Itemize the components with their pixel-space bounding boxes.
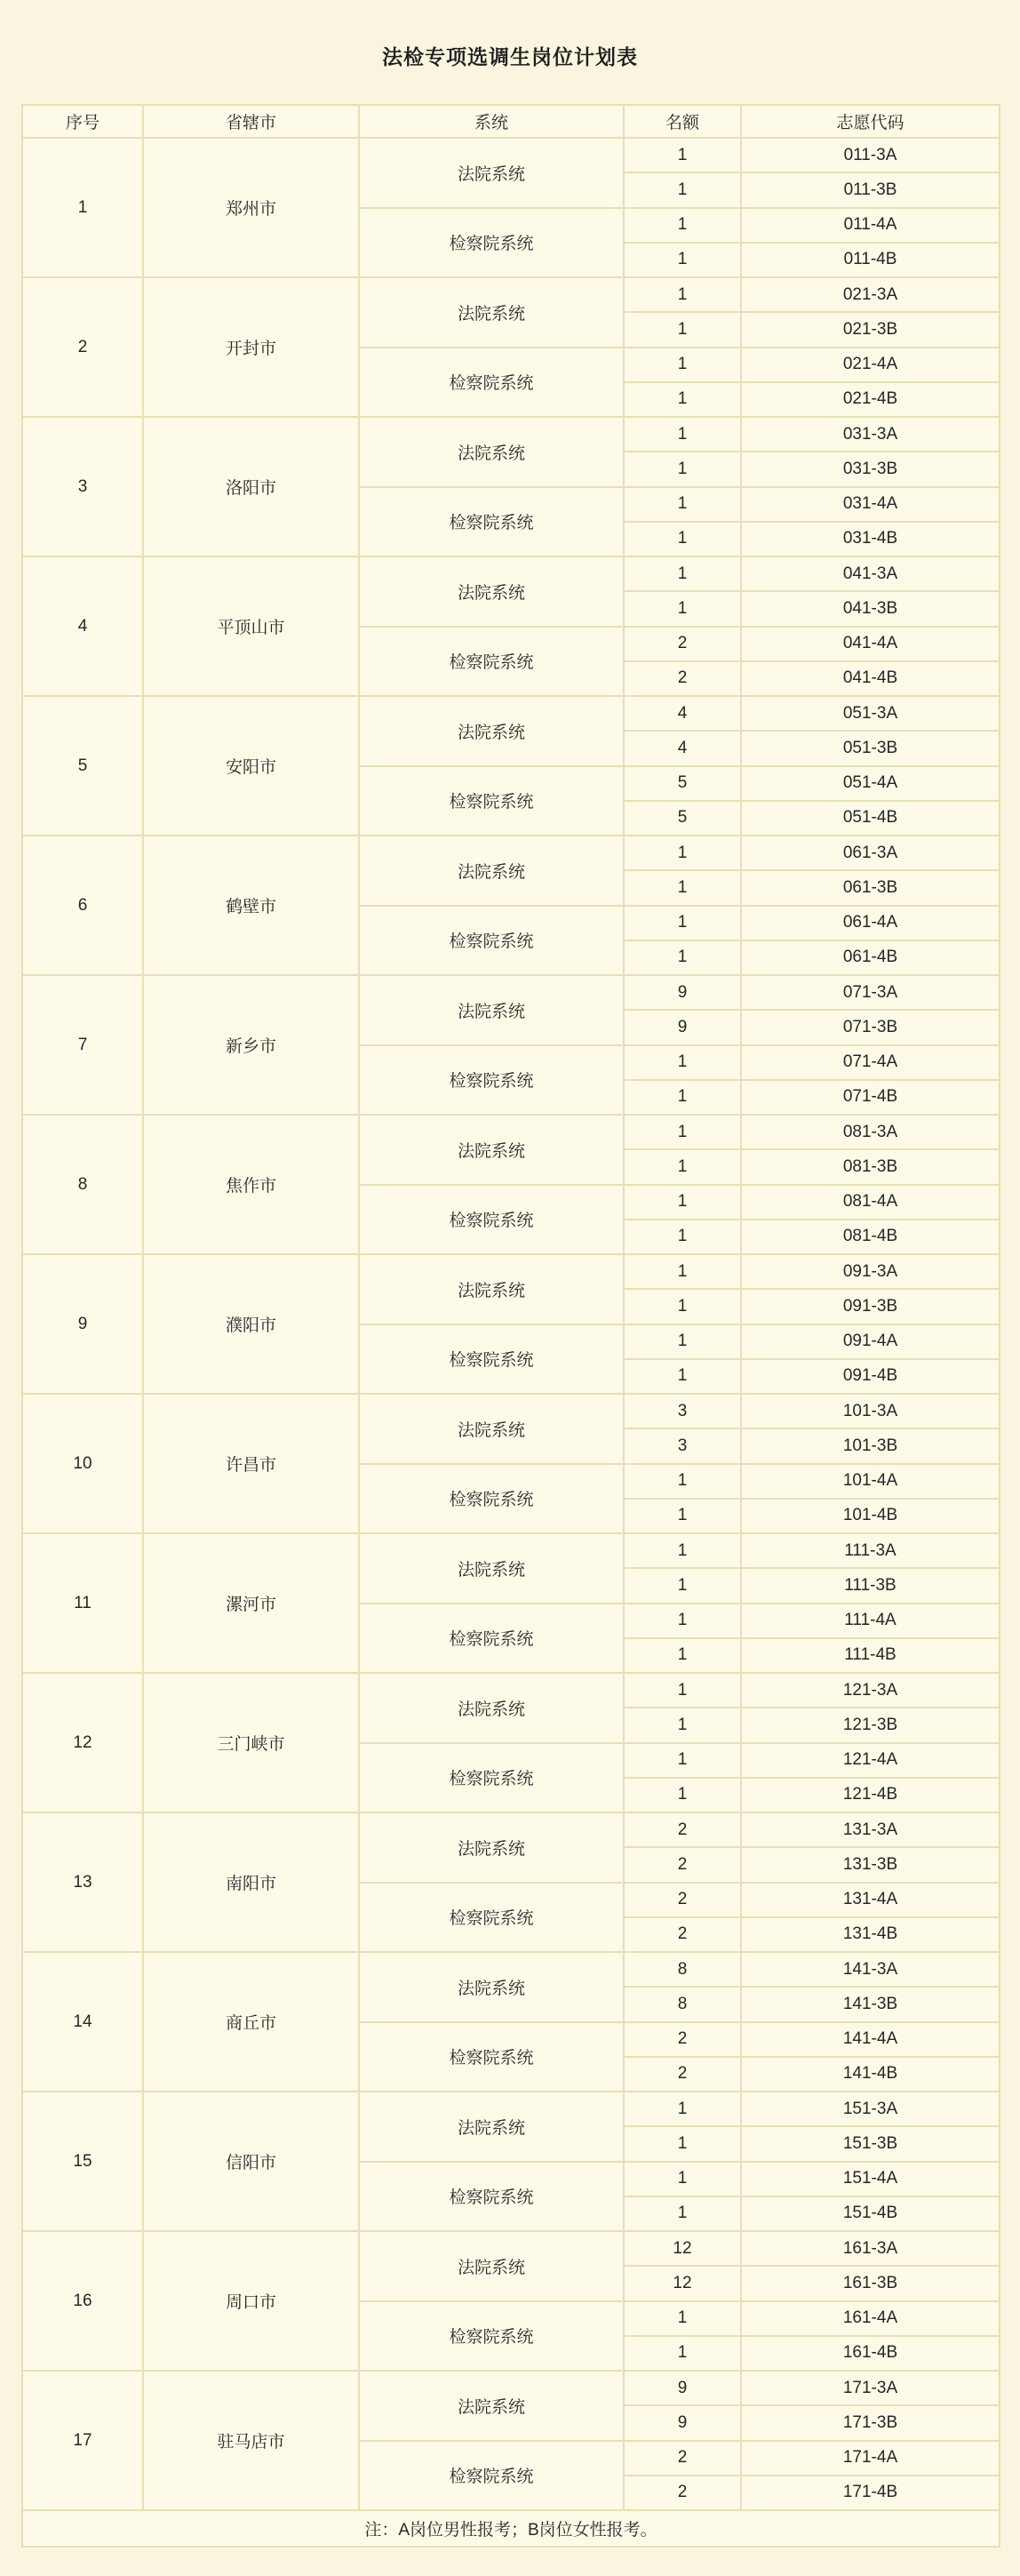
quota-cell: 1 <box>624 138 741 172</box>
quota-cell: 1 <box>624 1080 741 1115</box>
city-cell: 新乡市 <box>143 975 359 1115</box>
system-cell: 检察院系统 <box>359 627 624 697</box>
quota-cell: 1 <box>624 1743 741 1778</box>
quota-cell: 9 <box>624 2405 741 2440</box>
code-cell: 131-3A <box>741 1812 1000 1847</box>
system-cell: 法院系统 <box>359 2092 624 2162</box>
quota-cell: 1 <box>624 172 741 207</box>
system-cell: 检察院系统 <box>359 2162 624 2232</box>
code-cell: 101-4B <box>741 1499 1000 1533</box>
system-cell: 法院系统 <box>359 138 624 208</box>
quota-cell: 1 <box>624 2336 741 2371</box>
code-cell: 151-3A <box>741 2092 1000 2126</box>
quota-cell: 4 <box>624 731 741 765</box>
serial-cell: 3 <box>22 417 143 556</box>
code-cell: 091-3B <box>741 1289 1000 1324</box>
city-cell: 郑州市 <box>143 138 359 277</box>
code-cell: 031-4B <box>741 522 1000 556</box>
system-cell: 检察院系统 <box>359 487 624 557</box>
quota-cell: 1 <box>624 1220 741 1254</box>
city-cell: 信阳市 <box>143 2092 359 2231</box>
serial-cell: 8 <box>22 1115 143 1254</box>
data-row <box>22 2092 1000 2126</box>
city-cell: 安阳市 <box>143 696 359 836</box>
quota-cell: 12 <box>624 2231 741 2266</box>
header-code: 志愿代码 <box>741 105 1000 138</box>
system-cell: 法院系统 <box>359 417 624 487</box>
system-cell: 法院系统 <box>359 2371 624 2441</box>
data-row <box>22 2231 1000 2266</box>
serial-cell: 13 <box>22 1812 143 1952</box>
code-cell: 031-3B <box>741 452 1000 486</box>
code-cell: 051-4A <box>741 766 1000 801</box>
code-cell: 071-3A <box>741 975 1000 1010</box>
quota-cell: 1 <box>624 452 741 486</box>
system-cell: 法院系统 <box>359 1952 624 2022</box>
data-row <box>22 1394 1000 1428</box>
quota-cell: 1 <box>624 417 741 452</box>
city-cell: 平顶山市 <box>143 556 359 696</box>
quota-cell: 1 <box>624 1638 741 1673</box>
quota-cell: 1 <box>624 906 741 940</box>
city-cell: 洛阳市 <box>143 417 359 556</box>
code-cell: 111-3B <box>741 1568 1000 1603</box>
quota-cell: 1 <box>624 1568 741 1603</box>
code-cell: 091-4A <box>741 1324 1000 1359</box>
header-city: 省辖市 <box>143 105 359 138</box>
system-cell: 法院系统 <box>359 1254 624 1324</box>
city-cell: 鹤壁市 <box>143 836 359 975</box>
code-cell: 031-4A <box>741 487 1000 522</box>
code-cell: 051-3B <box>741 731 1000 765</box>
data-row <box>22 138 1000 172</box>
code-cell: 151-4B <box>741 2196 1000 2231</box>
header-serial: 序号 <box>22 105 143 138</box>
quota-cell: 1 <box>624 1185 741 1220</box>
data-row <box>22 1952 1000 1987</box>
system-cell: 法院系统 <box>359 696 624 766</box>
code-cell: 171-3B <box>741 2405 1000 2440</box>
quota-cell: 1 <box>624 2126 741 2161</box>
quota-cell: 1 <box>624 208 741 243</box>
code-cell: 011-3B <box>741 172 1000 207</box>
quota-cell: 8 <box>624 1952 741 1987</box>
code-cell: 051-3A <box>741 696 1000 731</box>
code-cell: 011-4B <box>741 243 1000 277</box>
code-cell: 151-4A <box>741 2162 1000 2196</box>
code-cell: 131-4A <box>741 1883 1000 1917</box>
code-cell: 171-3A <box>741 2371 1000 2405</box>
quota-cell: 9 <box>624 975 741 1010</box>
quota-cell: 1 <box>624 243 741 277</box>
quota-cell: 2 <box>624 2476 741 2510</box>
quota-cell: 5 <box>624 766 741 801</box>
plan-table-body <box>22 138 1000 2510</box>
system-cell: 法院系统 <box>359 1115 624 1185</box>
header-system: 系统 <box>359 105 624 138</box>
quota-cell: 2 <box>624 2441 741 2476</box>
code-cell: 101-4A <box>741 1464 1000 1499</box>
city-cell: 驻马店市 <box>143 2371 359 2510</box>
quota-cell: 9 <box>624 1010 741 1044</box>
code-cell: 141-4B <box>741 2057 1000 2092</box>
serial-cell: 4 <box>22 556 143 696</box>
serial-cell: 16 <box>22 2231 143 2371</box>
serial-cell: 14 <box>22 1952 143 2092</box>
code-cell: 171-4B <box>741 2476 1000 2510</box>
city-cell: 许昌市 <box>143 1394 359 1533</box>
quota-cell: 2 <box>624 627 741 661</box>
city-cell: 漯河市 <box>143 1533 359 1673</box>
code-cell: 091-4B <box>741 1359 1000 1394</box>
code-cell: 061-4A <box>741 906 1000 940</box>
serial-cell: 15 <box>22 2092 143 2231</box>
code-cell: 041-4A <box>741 627 1000 661</box>
code-cell: 031-3A <box>741 417 1000 452</box>
code-cell: 051-4B <box>741 801 1000 836</box>
quota-cell: 1 <box>624 348 741 382</box>
city-cell: 商丘市 <box>143 1952 359 2092</box>
serial-cell: 12 <box>22 1673 143 1812</box>
code-cell: 011-4A <box>741 208 1000 243</box>
code-cell: 071-4B <box>741 1080 1000 1115</box>
quota-cell: 1 <box>624 870 741 905</box>
system-cell: 检察院系统 <box>359 906 624 976</box>
system-cell: 法院系统 <box>359 277 624 348</box>
system-cell: 检察院系统 <box>359 1883 624 1953</box>
code-cell: 061-3B <box>741 870 1000 905</box>
system-cell: 法院系统 <box>359 556 624 627</box>
data-row <box>22 836 1000 870</box>
code-cell: 131-4B <box>741 1917 1000 1952</box>
code-cell: 081-4A <box>741 1185 1000 1220</box>
code-cell: 161-3B <box>741 2266 1000 2300</box>
system-cell: 法院系统 <box>359 975 624 1045</box>
code-cell: 121-3B <box>741 1708 1000 1742</box>
plan-table <box>21 104 1000 2548</box>
quota-cell: 1 <box>624 940 741 975</box>
quota-cell: 1 <box>624 382 741 417</box>
system-cell: 法院系统 <box>359 1394 624 1464</box>
quota-cell: 9 <box>624 2371 741 2405</box>
data-row <box>22 696 1000 731</box>
code-cell: 151-3B <box>741 2126 1000 2161</box>
serial-cell: 1 <box>22 138 143 277</box>
quota-cell: 1 <box>624 1289 741 1324</box>
code-cell: 141-3A <box>741 1952 1000 1987</box>
code-cell: 111-4B <box>741 1638 1000 1673</box>
data-row <box>22 417 1000 452</box>
code-cell: 021-4B <box>741 382 1000 417</box>
system-cell: 检察院系统 <box>359 1324 624 1395</box>
quota-cell: 1 <box>624 1359 741 1394</box>
system-cell: 法院系统 <box>359 836 624 906</box>
serial-cell: 2 <box>22 277 143 417</box>
city-cell: 南阳市 <box>143 1812 359 1952</box>
quota-cell: 5 <box>624 801 741 836</box>
note-row <box>22 2510 1000 2547</box>
header-row <box>22 105 1000 138</box>
quota-cell: 1 <box>624 1499 741 1533</box>
quota-cell: 1 <box>624 1254 741 1289</box>
system-cell: 检察院系统 <box>359 1604 624 1674</box>
code-cell: 081-4B <box>741 1220 1000 1254</box>
quota-cell: 2 <box>624 1847 741 1882</box>
city-cell: 周口市 <box>143 2231 359 2371</box>
data-row <box>22 1115 1000 1149</box>
system-cell: 检察院系统 <box>359 766 624 836</box>
quota-cell: 3 <box>624 1428 741 1463</box>
data-row <box>22 975 1000 1010</box>
quota-cell: 2 <box>624 1812 741 1847</box>
code-cell: 111-3A <box>741 1533 1000 1568</box>
quota-cell: 1 <box>624 1778 741 1812</box>
quota-cell: 1 <box>624 1673 741 1708</box>
code-cell: 101-3B <box>741 1428 1000 1463</box>
serial-cell: 5 <box>22 696 143 836</box>
city-cell: 濮阳市 <box>143 1254 359 1394</box>
quota-cell: 4 <box>624 696 741 731</box>
quota-cell: 1 <box>624 1604 741 1638</box>
quota-cell: 2 <box>624 661 741 696</box>
system-cell: 检察院系统 <box>359 2441 624 2511</box>
code-cell: 041-3A <box>741 556 1000 591</box>
page-title: 法检专项选调生岗位计划表 <box>382 45 638 68</box>
code-cell: 071-4A <box>741 1045 1000 1080</box>
quota-cell: 1 <box>624 312 741 347</box>
code-cell: 021-3A <box>741 277 1000 312</box>
serial-cell: 10 <box>22 1394 143 1533</box>
code-cell: 061-4B <box>741 940 1000 975</box>
note-cell: 注：A岗位男性报考；B岗位女性报考。 <box>22 2510 1000 2547</box>
system-cell: 法院系统 <box>359 1533 624 1604</box>
quota-cell: 1 <box>624 277 741 312</box>
code-cell: 021-3B <box>741 312 1000 347</box>
code-cell: 141-3B <box>741 1987 1000 2021</box>
system-cell: 检察院系统 <box>359 1464 624 1534</box>
code-cell: 111-4A <box>741 1604 1000 1638</box>
quota-cell: 1 <box>624 1708 741 1742</box>
quota-cell: 1 <box>624 2301 741 2336</box>
code-cell: 011-3A <box>741 138 1000 172</box>
quota-cell: 1 <box>624 2092 741 2126</box>
quota-cell: 1 <box>624 522 741 556</box>
data-row <box>22 2371 1000 2405</box>
quota-cell: 1 <box>624 1324 741 1359</box>
data-row <box>22 1673 1000 1708</box>
city-cell: 三门峡市 <box>143 1673 359 1812</box>
system-cell: 检察院系统 <box>359 1045 624 1116</box>
quota-cell: 2 <box>624 1917 741 1952</box>
quota-cell: 2 <box>624 2057 741 2092</box>
code-cell: 041-3B <box>741 591 1000 626</box>
code-cell: 021-4A <box>741 348 1000 382</box>
quota-cell: 1 <box>624 2162 741 2196</box>
code-cell: 081-3B <box>741 1149 1000 1184</box>
data-row <box>22 556 1000 591</box>
serial-cell: 9 <box>22 1254 143 1394</box>
code-cell: 091-3A <box>741 1254 1000 1289</box>
system-cell: 法院系统 <box>359 1673 624 1743</box>
serial-cell: 17 <box>22 2371 143 2510</box>
data-row <box>22 1812 1000 1847</box>
quota-cell: 1 <box>624 2196 741 2231</box>
code-cell: 101-3A <box>741 1394 1000 1428</box>
city-cell: 焦作市 <box>143 1115 359 1254</box>
quota-cell: 1 <box>624 1045 741 1080</box>
quota-cell: 2 <box>624 1883 741 1917</box>
code-cell: 121-4A <box>741 1743 1000 1778</box>
system-cell: 检察院系统 <box>359 208 624 278</box>
serial-cell: 6 <box>22 836 143 975</box>
quota-cell: 1 <box>624 836 741 870</box>
code-cell: 121-3A <box>741 1673 1000 1708</box>
quota-cell: 1 <box>624 1533 741 1568</box>
system-cell: 检察院系统 <box>359 2022 624 2092</box>
quota-cell: 12 <box>624 2266 741 2300</box>
city-cell: 开封市 <box>143 277 359 417</box>
code-cell: 171-4A <box>741 2441 1000 2476</box>
code-cell: 121-4B <box>741 1778 1000 1812</box>
system-cell: 检察院系统 <box>359 2301 624 2372</box>
code-cell: 161-4A <box>741 2301 1000 2336</box>
quota-cell: 1 <box>624 1149 741 1184</box>
quota-cell: 1 <box>624 1464 741 1499</box>
header-quota: 名额 <box>624 105 741 138</box>
data-row <box>22 1533 1000 1568</box>
system-cell: 检察院系统 <box>359 348 624 418</box>
code-cell: 161-3A <box>741 2231 1000 2266</box>
code-cell: 071-3B <box>741 1010 1000 1044</box>
quota-cell: 1 <box>624 487 741 522</box>
data-row <box>22 277 1000 312</box>
quota-cell: 1 <box>624 556 741 591</box>
quota-cell: 1 <box>624 591 741 626</box>
quota-cell: 1 <box>624 1115 741 1149</box>
code-cell: 061-3A <box>741 836 1000 870</box>
quota-cell: 2 <box>624 2022 741 2057</box>
data-row <box>22 1254 1000 1289</box>
serial-cell: 7 <box>22 975 143 1115</box>
code-cell: 141-4A <box>741 2022 1000 2057</box>
system-cell: 法院系统 <box>359 1812 624 1883</box>
system-cell: 法院系统 <box>359 2231 624 2301</box>
code-cell: 041-4B <box>741 661 1000 696</box>
system-cell: 检察院系统 <box>359 1185 624 1255</box>
system-cell: 检察院系统 <box>359 1743 624 1813</box>
quota-cell: 3 <box>624 1394 741 1428</box>
quota-cell: 8 <box>624 1987 741 2021</box>
code-cell: 081-3A <box>741 1115 1000 1149</box>
code-cell: 161-4B <box>741 2336 1000 2371</box>
code-cell: 131-3B <box>741 1847 1000 1882</box>
serial-cell: 11 <box>22 1533 143 1673</box>
